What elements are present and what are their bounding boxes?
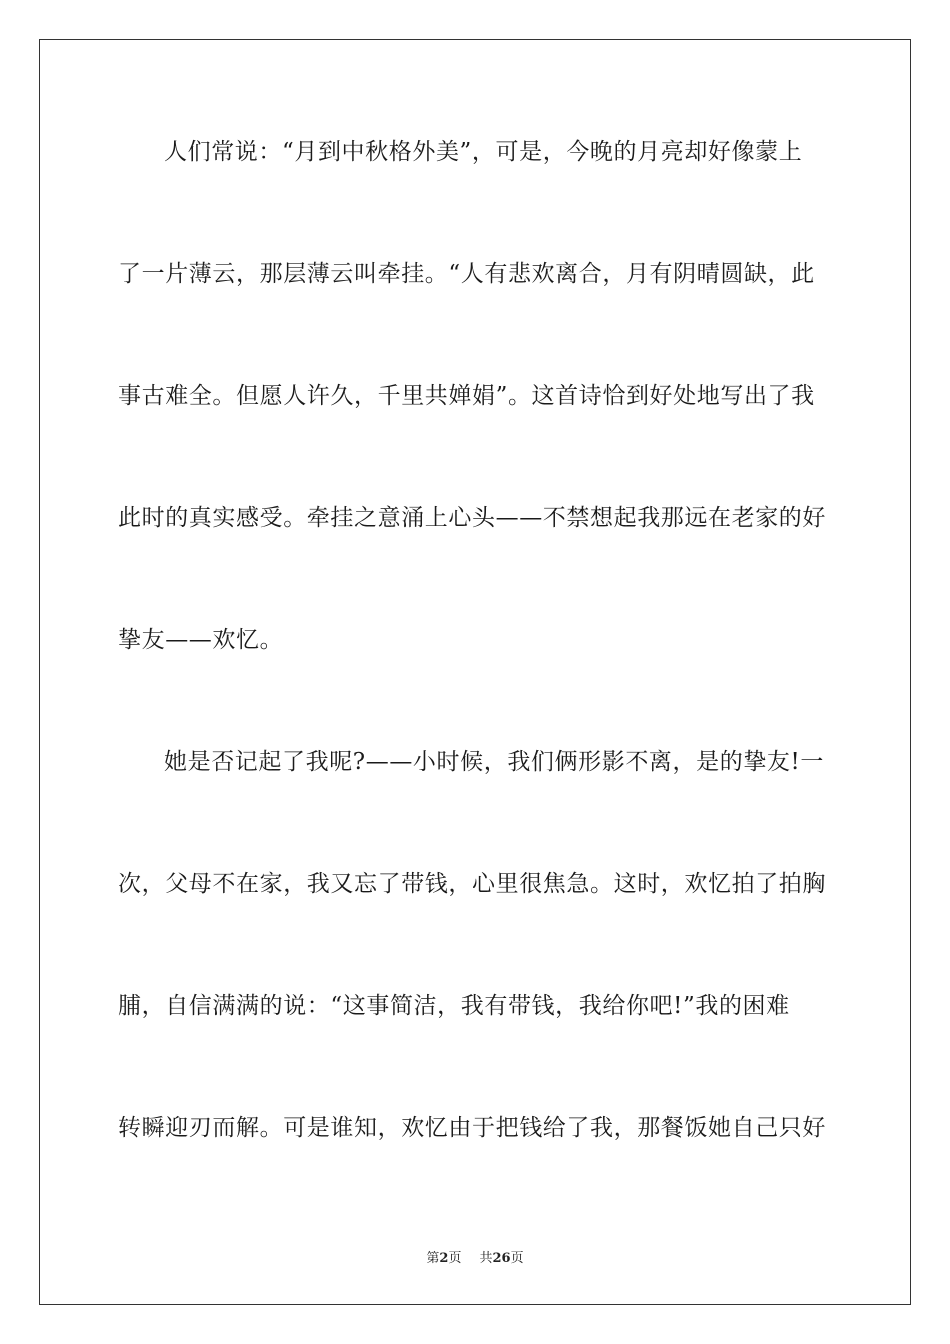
page-suffix: 页	[448, 1251, 462, 1266]
page-number: 2	[439, 1251, 449, 1266]
total-suffix: 页	[510, 1251, 524, 1266]
paragraph-2-line-4: 转瞬迎刃而解。可是谁知，欢忆由于把钱给了我，那餐饭她自己只好	[118, 1115, 826, 1141]
total-prefix: 共	[479, 1251, 493, 1266]
paragraph-1-line-3: 事古难全。但愿人许久，千里共婵娟”。这首诗恰到好处地写出了我	[118, 383, 815, 409]
paragraph-1-line-1: 人们常说：“月到中秋格外美”，可是，今晚的月亮却好像蒙上	[164, 139, 803, 165]
paragraph-1-line-5: 挚友——欢忆。	[118, 627, 284, 653]
paragraph-2-line-3: 脯，自信满满的说：“这事简洁，我有带钱，我给你吧!”我的困难	[118, 993, 790, 1019]
paragraph-1-line-2: 了一片薄云，那层薄云叫牵挂。“人有悲欢离合，月有阴晴圆缺，此	[118, 261, 815, 287]
page-prefix: 第	[426, 1251, 440, 1266]
total-pages: 26	[492, 1251, 511, 1266]
paragraph-1-line-4: 此时的真实感受。牵挂之意涌上心头——不禁想起我那远在老家的好	[118, 505, 826, 531]
paragraph-2-line-2: 次，父母不在家，我又忘了带钱，心里很焦急。这时，欢忆拍了拍胸	[118, 871, 826, 897]
page-footer	[0, 1247, 950, 1266]
paragraph-2-line-1: 她是否记起了我呢?——小时候，我们俩形影不离，是的挚友!一	[164, 749, 824, 775]
